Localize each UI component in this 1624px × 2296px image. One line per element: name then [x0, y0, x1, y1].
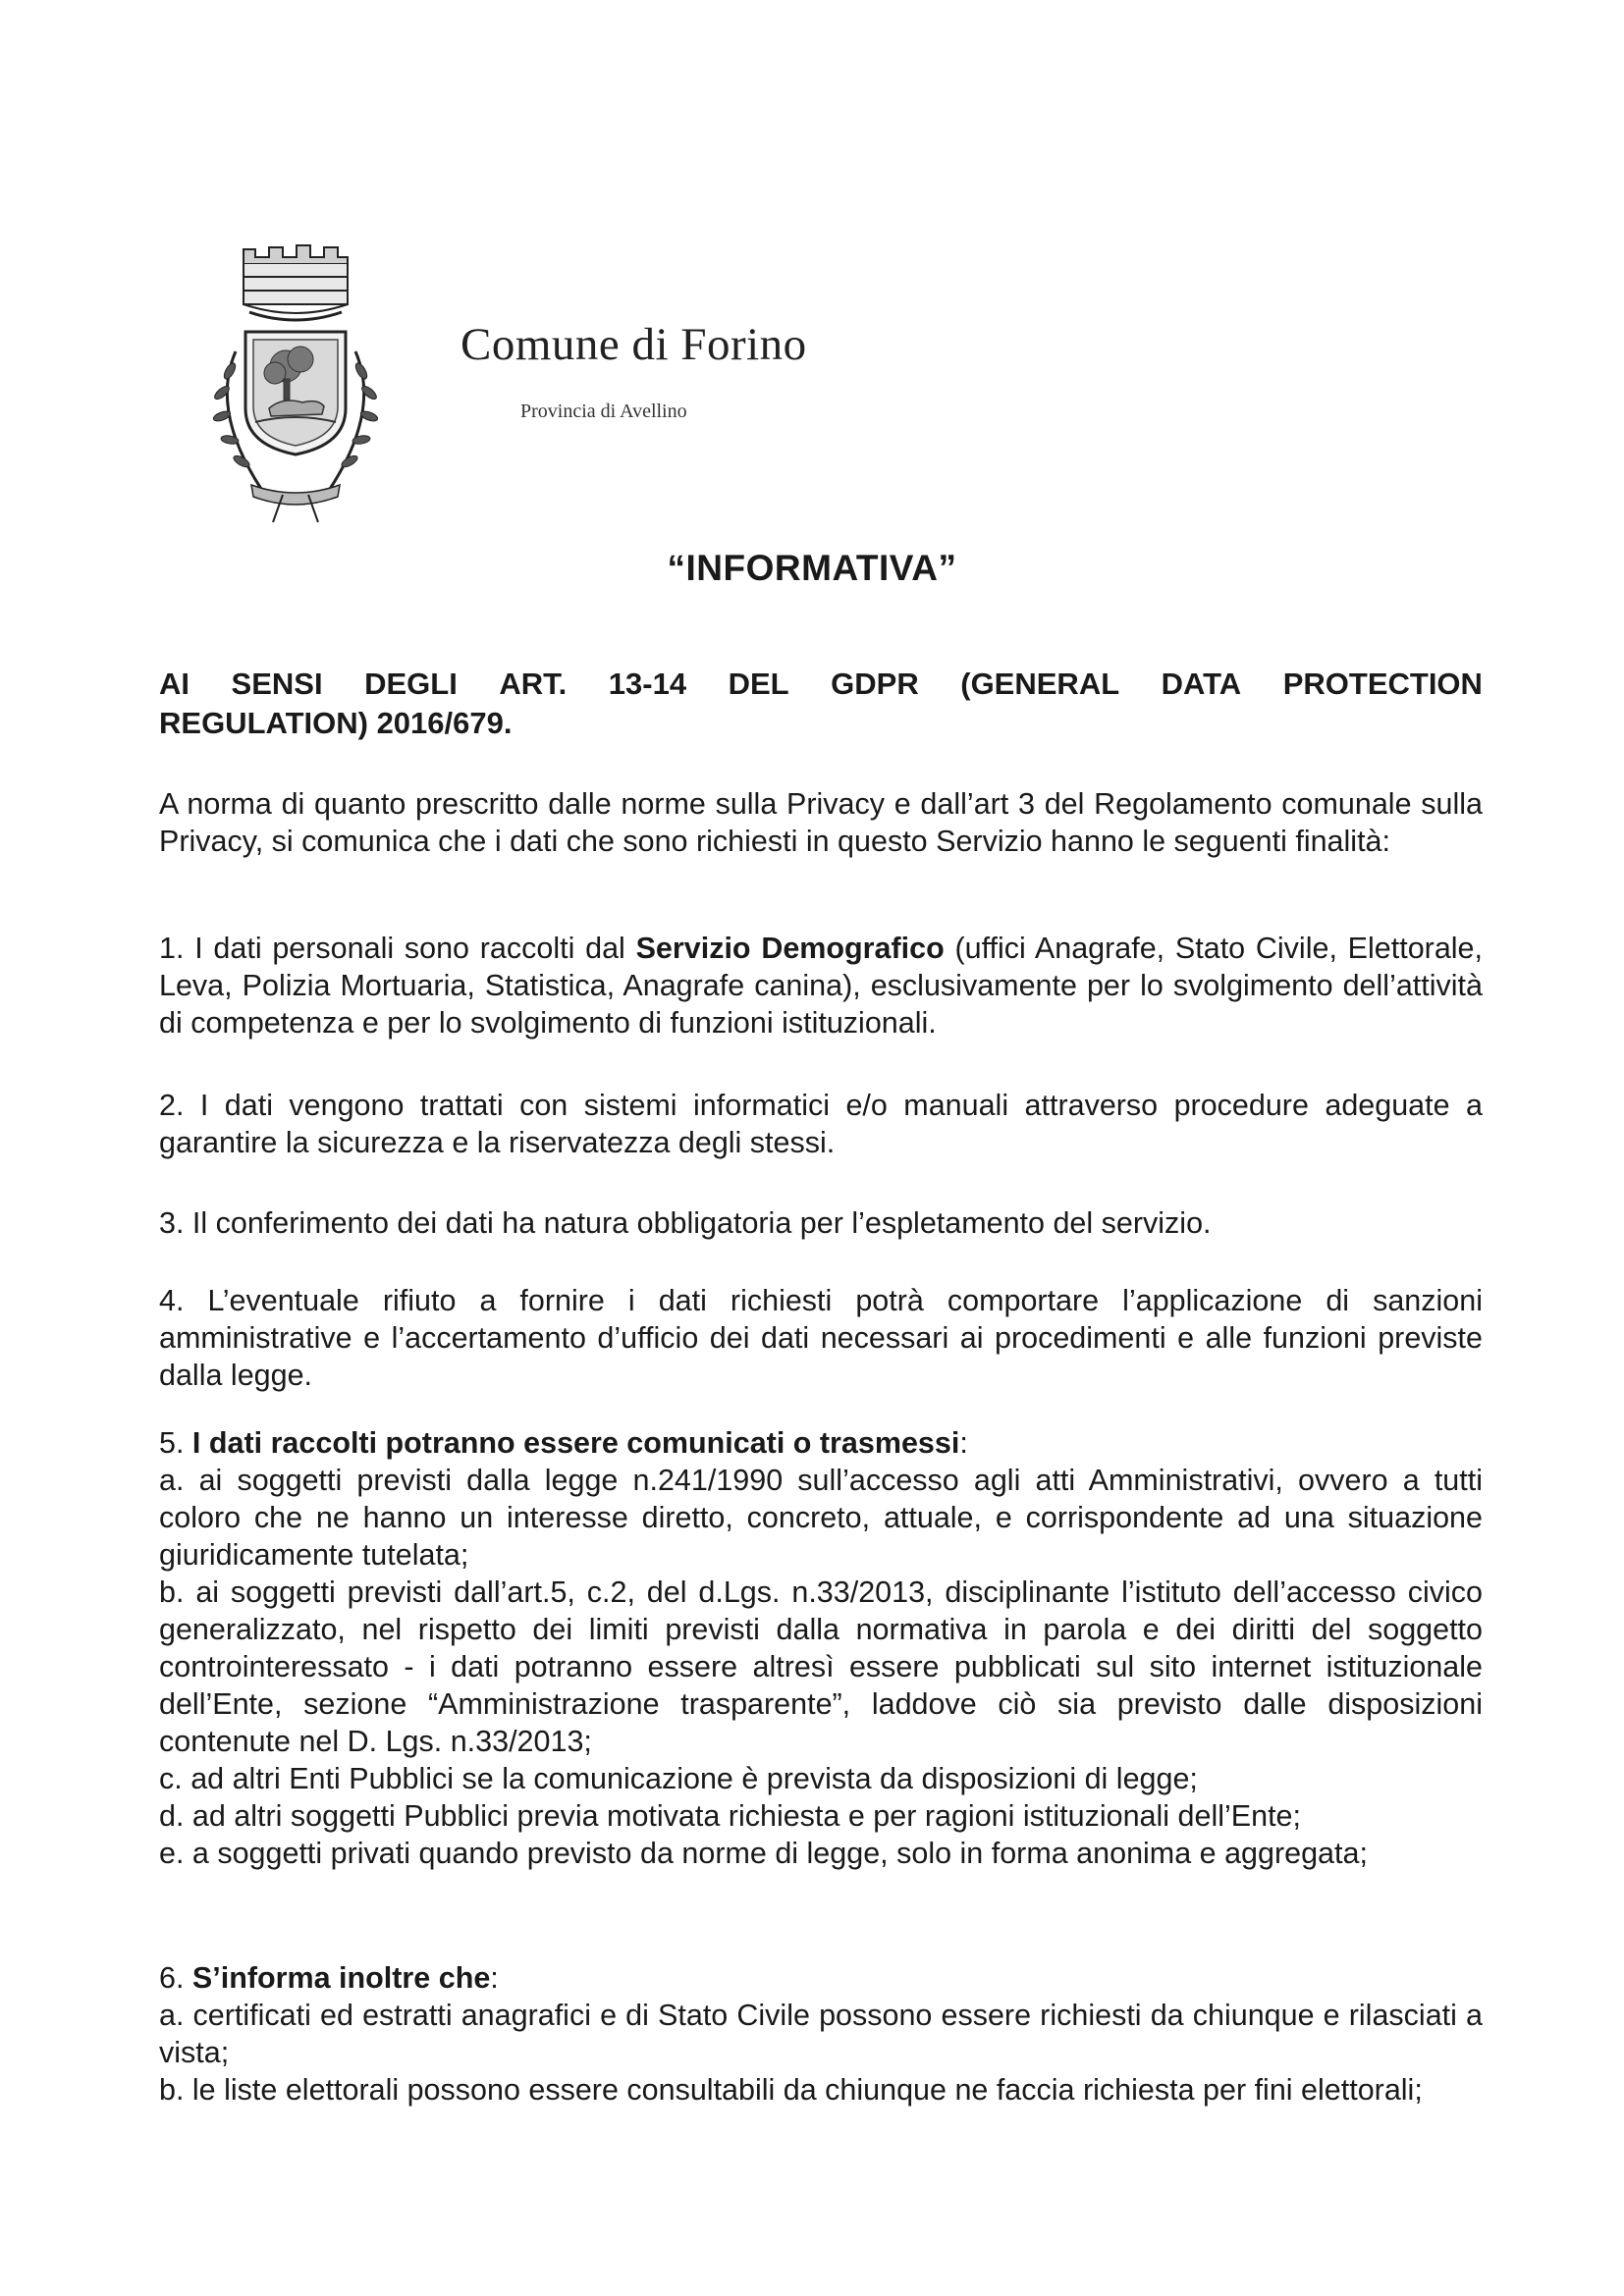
item-5-a: a. ai soggetti previsti dalla legge n.241/1990 sull’accesso agli atti Amministrativi, ovvero a tutti coloro che ne hanno un interesse diretto, concreto, attuale, e corrispondente ad una situazione giuridicamente tutelata; [159, 1464, 1483, 1572]
intro-paragraph: A norma di quanto prescritto dalle norme sulla Privacy e dall’art 3 del Regolamento comunale sulla Privacy, si comunica che i dati che sono richiesti in questo Servizio hanno le seguenti finalità: [159, 787, 1483, 858]
legal-heading-line-1 [159, 665, 1483, 704]
coat-of-arms-icon [192, 243, 399, 523]
heading-word: ART. [499, 667, 568, 701]
item-6-b: b. le liste elettorali possono essere consultabili da chiunque ne faccia richiesta per fini elettorali; [159, 2073, 1423, 2107]
item-1-post: (uffici Anagrafe, Stato Civile, Elettorale, Leva, Polizia Mortuaria, Statistica, Anagrafe canina), esclusivamente per lo svolgimento dell’attività di competenza e per lo svolgimento di funzioni istituzionali. [159, 932, 1483, 1040]
item-5-title: I dati raccolti potranno essere comunicati o trasmessi [191, 1426, 960, 1460]
item-5-number: 5. [159, 1426, 192, 1460]
heading-word: DEL [728, 667, 789, 701]
heading-word: GDPR [831, 667, 919, 701]
heading-word: PROTECTION [1282, 667, 1483, 701]
item-6-colon: : [490, 1961, 499, 1995]
heading-word: 13-14 [608, 667, 687, 701]
municipality-name: Comune di Forino [460, 319, 807, 370]
item-5-e: e. a soggetti privati quando previsto da norme di legge, solo in forma anonima e aggregata; [159, 1837, 1368, 1870]
item-3: 3. Il conferimento dei dati ha natura obbligatoria per l’espletamento del servizio. [159, 1206, 1212, 1240]
item-6-a: a. certificati ed estratti anagrafici e di Stato Civile possono essere richiesti da chiunque e rilasciati a vista; [159, 1999, 1483, 2069]
heading-word: SENSI [231, 667, 323, 701]
legal-heading-line-2: REGULATION) 2016/679. [159, 706, 513, 740]
item-4: 4. L’eventuale rifiuto a fornire i dati richiesti potrà comportare l’applicazione di sanzioni amministrative e l’accertamento d’ufficio dei dati necessari ai procedimenti e alle funzioni previste dalla legge. [159, 1284, 1483, 1392]
province-name: Provincia di Avellino [520, 400, 687, 422]
item-6 [159, 1959, 1483, 2109]
item-5-d: d. ad altri soggetti Pubblici previa motivata richiesta e per ragioni istituzionali dell’Ente; [159, 1799, 1301, 1833]
heading-word: DEGLI [364, 667, 458, 701]
item-1-pre: 1. I dati personali sono raccolti dal [159, 932, 636, 965]
heading-word: DATA [1161, 667, 1242, 701]
item-5-colon: : [959, 1426, 968, 1460]
item-5-c: c. ad altri Enti Pubblici se la comunicazione è prevista da disposizioni di legge; [159, 1762, 1198, 1795]
item-1-bold: Servizio Demografico [635, 932, 945, 965]
item-6-heading [159, 1959, 1483, 1997]
heading-word: AI [159, 667, 189, 701]
heading-word: (GENERAL [960, 667, 1120, 701]
item-5-heading [159, 1424, 1483, 1462]
item-6-title: S’informa inoltre che [191, 1961, 491, 1995]
item-5 [159, 1424, 1483, 1872]
legal-heading [159, 665, 1483, 743]
document-title: “INFORMATIVA” [667, 548, 957, 588]
item-5-b: b. ai soggetti previsti dall’art.5, c.2, del d.Lgs. n.33/2013, disciplinante l’istituto dell’accesso civico generalizzato, nel rispetto dei limiti previsti dalla normativa in parola e dei diritti del soggetto controinteressato - i dati potranno essere altresì essere pubblicati sul sito internet istituzionale dell’Ente, sezione “Amministrazione trasparente”, laddove ciò sia previsto dalle disposizioni contenute nel D. Lgs. n.33/2013; [159, 1575, 1483, 1758]
item-6-number: 6. [159, 1961, 192, 1995]
item-2: 2. I dati vengono trattati con sistemi informatici e/o manuali attraverso procedure adeguate a garantire la sicurezza e la riservatezza degli stessi. [159, 1089, 1483, 1159]
item-1 [159, 930, 1483, 1041]
